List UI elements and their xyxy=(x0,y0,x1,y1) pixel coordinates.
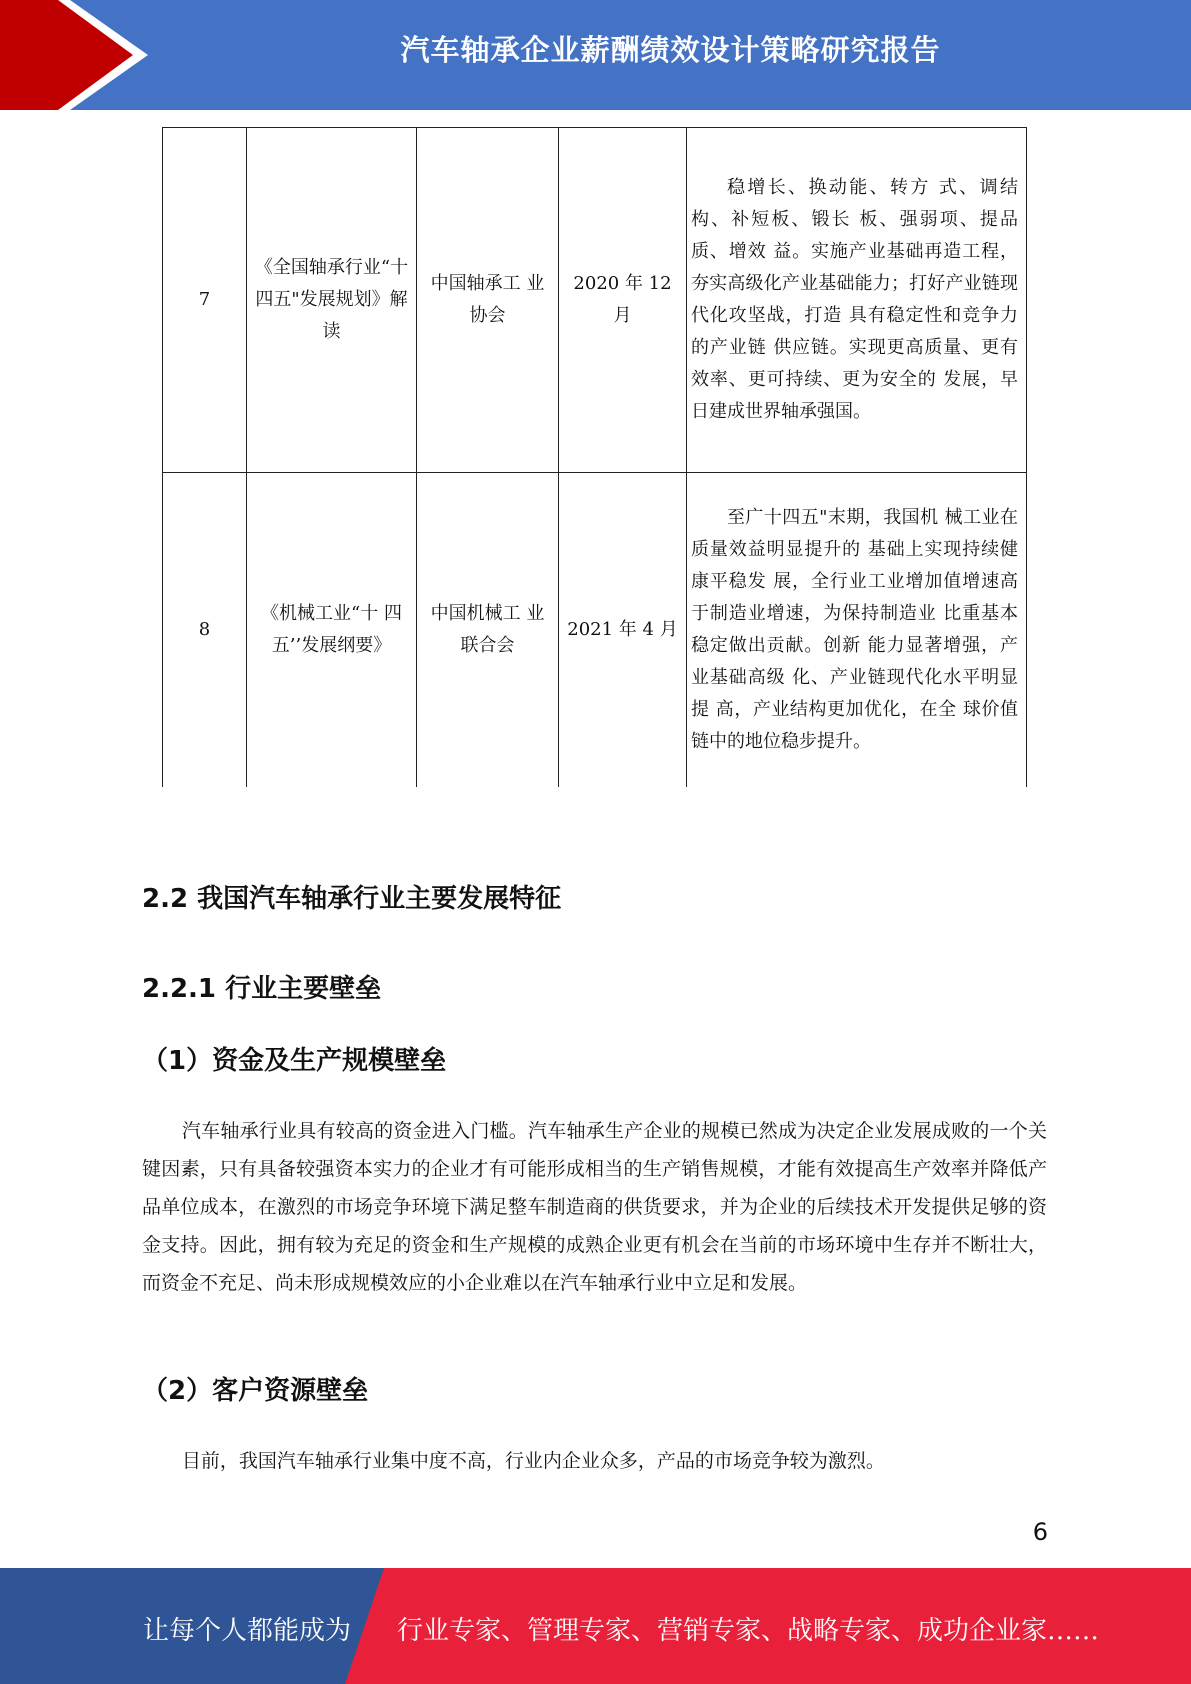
footer-banner xyxy=(0,1568,1191,1684)
issue-date: 2020 年 12 月 xyxy=(559,128,687,473)
issuing-org: 中国机械工 业联合会 xyxy=(417,473,559,787)
footer-slogan-right: 行业专家、管理专家、营销专家、战略专家、成功企业家…… xyxy=(397,1616,1100,1646)
section-heading: 2.2 我国汽车轴承行业主要发展特征 xyxy=(142,884,562,914)
barrier-heading-customer: （2）客户资源壁垒 xyxy=(142,1376,369,1406)
policy-description: 至广十四五"末期，我国机 械工业在质量效益明显提升的 基础上实现持续健康平稳发 展，全行业工业增加值增速高 于制造业增速，为保持制造业 比重基本稳定做出贡献。创新 能力显著增强，产业基础高级 化、产业链现代化水平明显提 高，产业结构更加优化，在全 球价值链中的地位稳步提升。 xyxy=(687,473,1027,787)
footer-slogan-left: 让每个人都能成为 xyxy=(143,1616,352,1646)
issue-date: 2021 年 4 月 xyxy=(559,473,687,787)
barrier-paragraph-capital: 汽车轴承行业具有较高的资金进入门槛。汽车轴承生产企业的规模已然成为决定企业发展成败的一个关键因素，只有具备较强资本实力的企业才有可能形成相当的生产销售规模，才能有效提高生产效率并降低产品单位成本，在激烈的市场竞争环境下满足整车制造商的供货要求，并为企业的后续技术开发提供足够的资金支持。因此，拥有较为充足的资金和生产规模的成熟企业更有机会在当前的市场环境中生存并不断壮大，而资金不充足、尚未形成规模效应的小企业难以在汽车轴承行业中立足和发展。 xyxy=(142,1120,1047,1294)
header-banner xyxy=(0,0,1191,110)
report-title: 汽车轴承企业薪酬绩效设计策略研究报告 xyxy=(400,33,941,67)
table-row xyxy=(163,473,1027,787)
table-row xyxy=(163,128,1027,473)
row-number: 7 xyxy=(163,128,247,473)
policy-description: 稳增长、换动能、转方 式、调结构、补短板、锻长 板、强弱项、提品质、增效 益。实施产业基础再造工程， 夯实高级化产业基础能力；打好产业链现代化攻坚战，打造 具有稳定性和竞争力的产业链 供应链。实现更高质量、更有 效率、更可持续、更为安全的 发展，早日建成世界轴承强国。 xyxy=(687,128,1027,473)
chevron-logo-icon xyxy=(0,0,160,110)
page-number: 6 xyxy=(1032,1518,1048,1546)
subsection-heading: 2.2.1 行业主要壁垒 xyxy=(142,974,382,1004)
issuing-org: 中国轴承工 业协会 xyxy=(417,128,559,473)
row-number: 8 xyxy=(163,473,247,787)
policy-name: 《机械工业“十 四五’’发展纲要》 xyxy=(247,473,417,787)
policy-table xyxy=(162,127,1027,787)
barrier-heading-capital: （1）资金及生产规模壁垒 xyxy=(142,1046,447,1076)
policy-name: 《全国轴承行业“十四五"发展规划》解读 xyxy=(247,128,417,473)
barrier-paragraph-customer: 目前，我国汽车轴承行业集中度不高，行业内企业众多，产品的市场竞争较为激烈。 xyxy=(181,1450,885,1472)
